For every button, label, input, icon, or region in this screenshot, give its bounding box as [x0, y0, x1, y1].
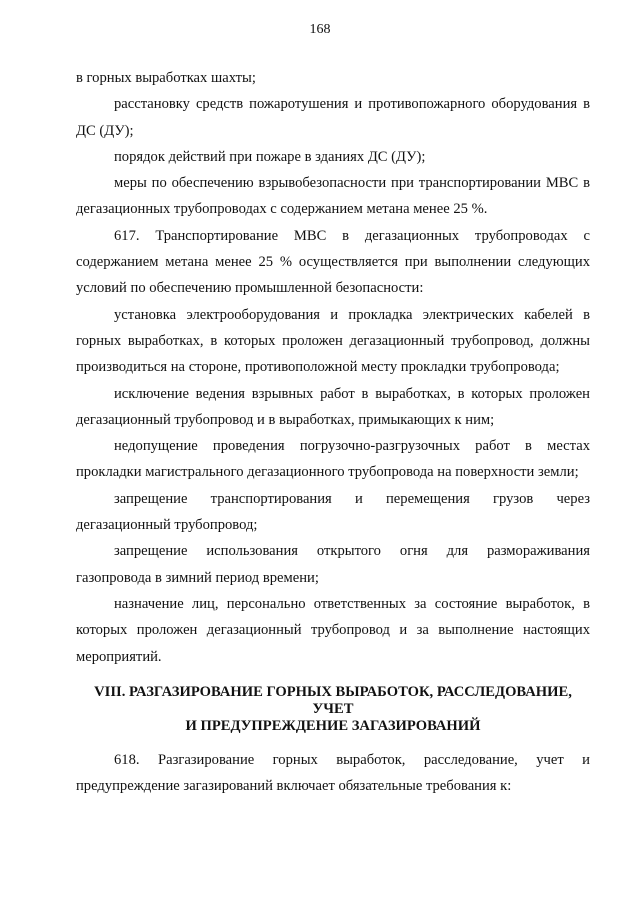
- section-heading-line-1: VIII. РАЗГАЗИРОВАНИЕ ГОРНЫХ ВЫРАБОТОК, РАССЛЕДОВАНИЕ, УЧЕТ: [94, 683, 572, 717]
- paragraph-continuation: в горных выработках шахты;: [76, 70, 256, 86]
- paragraph-blasting-exclusion: исключение ведения взрывных работ в выработках, в которых проложен дегазационный трубопровод и в выработках, примыкающих к ним;: [76, 385, 590, 428]
- paragraph-618: 618. Разгазирование горных выработок, расследование, учет и предупреждение загазирований включает обязательные требования к:: [76, 751, 590, 795]
- paragraph-responsible-persons: назначение лиц, персонально ответственных за состояние выработок, в которых проложен дегазационный трубопровод и за выполнение настоящих мероприятий.: [76, 595, 590, 665]
- paragraph-617: 617. Транспортирование МВС в дегазационных трубопроводах с содержанием метана менее 25 % осуществляется при выполнении следующих условий по обеспечению промышленной безопасности:: [76, 227, 590, 297]
- page-number: 168: [309, 22, 331, 37]
- paragraph-transport-prohibition: запрещение транспортирования и перемещения грузов через дегазационный трубопровод;: [76, 490, 590, 534]
- section-heading-line-2: И ПРЕДУПРЕЖДЕНИЕ ЗАГАЗИРОВАНИЙ: [185, 717, 481, 734]
- page-body: [76, 65, 590, 799]
- paragraph-electrical-installation: установка электрооборудования и прокладка электрических кабелей в горных выработках, в которых проложен дегазационный трубопровод, должны производиться на стороне, противоположной месту прокладки трубопровода;: [76, 306, 590, 376]
- paragraph-open-fire-prohibition: запрещение использования открытого огня для размораживания газопровода в зимний период времени;: [76, 543, 590, 586]
- paragraph-fire-equipment: расстановку средств пожаротушения и противопожарного оборудования в ДС (ДУ);: [76, 96, 590, 139]
- section-heading: [76, 684, 590, 735]
- paragraph-explosion-safety: меры по обеспечению взрывобезопасности при транспортировании МВС в дегазационных трубопроводах с содержанием метана менее 25 %.: [76, 175, 590, 218]
- paragraph-fire-procedure: порядок действий при пожаре в зданиях ДС (ДУ);: [114, 148, 426, 165]
- paragraph-loading-prohibition: недопущение проведения погрузочно-разгрузочных работ в местах прокладки магистрального дегазационного трубопровода на поверхности земли;: [76, 438, 590, 481]
